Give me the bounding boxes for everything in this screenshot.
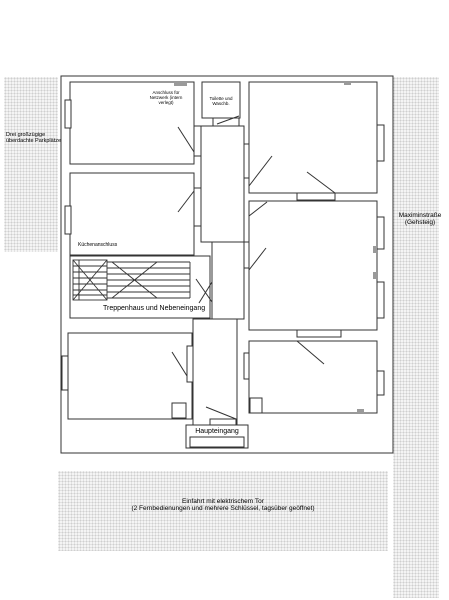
- street-name: Maximinstraße: [398, 212, 442, 219]
- network-label: Anschluss für Netzwerk (intern verlegt): [149, 90, 183, 106]
- street-label: [392, 212, 448, 227]
- main-entrance-label: Haupteingang: [195, 428, 239, 435]
- corridor-lower: [193, 319, 237, 425]
- driveway-label: [58, 498, 388, 513]
- room-lower-right: [249, 341, 377, 413]
- stairwell-label: Treppenhaus und Nebeneingang: [103, 305, 206, 312]
- driveway-title: Einfahrt mit elektrischem Tor: [182, 498, 264, 505]
- room-mid-right: [249, 201, 377, 330]
- kitchen-label: Küchenanschluss: [78, 242, 118, 248]
- parking-label: Drei großzügige überdachte Parkplätze: [6, 132, 62, 145]
- corridor-upper: [201, 126, 244, 242]
- corridor-middle: [212, 242, 244, 319]
- street-sub: (Gehsteig): [404, 219, 436, 227]
- wc-label: Toilette und Waschb.: [209, 96, 233, 107]
- driveway-sub: (2 Fernbedienungen und mehrere Schlüssel, tagsüber geöffnet): [131, 505, 315, 513]
